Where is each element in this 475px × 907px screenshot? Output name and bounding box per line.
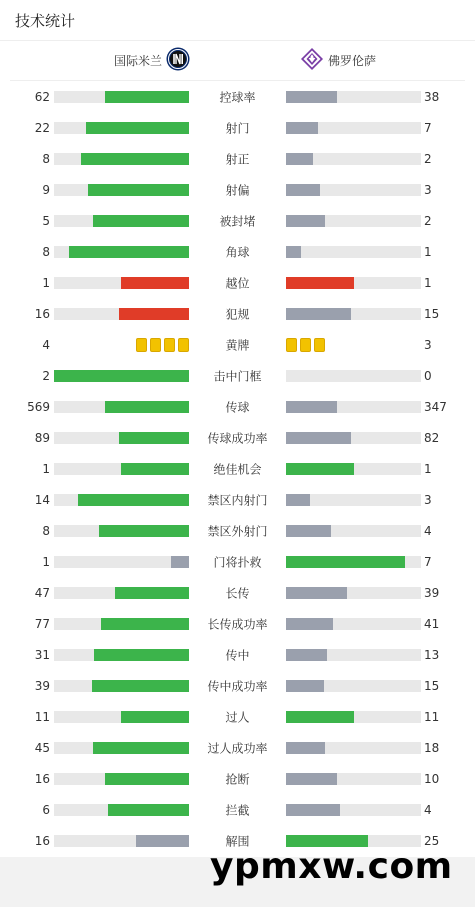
stats-list — [0, 81, 475, 856]
stat-row — [0, 112, 475, 143]
stat-label: 被封堵 — [219, 214, 256, 228]
home-value: 62 — [34, 89, 50, 104]
stat-row — [0, 174, 475, 205]
away-bar-track — [286, 804, 421, 816]
page-title: 技术统计 — [15, 11, 76, 30]
home-bar-track — [54, 370, 189, 382]
away-bar-track — [286, 680, 421, 692]
home-bar-fill — [121, 277, 189, 289]
home-bar-track — [54, 91, 189, 103]
away-bar-fill — [286, 804, 340, 816]
stat-label: 门将扑救 — [213, 555, 262, 569]
stat-label: 过人成功率 — [207, 741, 268, 755]
home-value: 16 — [34, 306, 50, 321]
away-bar-fill — [286, 401, 337, 413]
home-bar-track — [54, 122, 189, 134]
away-bar-fill — [286, 742, 325, 754]
home-value: 8 — [42, 151, 50, 166]
stat-row — [0, 81, 475, 112]
away-bar-fill — [286, 711, 354, 723]
away-value: 82 — [424, 430, 440, 445]
away-bar-fill — [286, 835, 368, 847]
away-bar-fill — [286, 556, 405, 568]
stat-label: 传球成功率 — [207, 431, 268, 445]
home-bar-track — [54, 711, 189, 723]
home-team-name: 国际米兰 — [113, 54, 162, 68]
stat-row — [0, 670, 475, 701]
yellow-card-icon — [178, 338, 189, 352]
yellow-card-icon — [286, 338, 297, 352]
home-bar-fill — [93, 215, 189, 227]
home-bar-track — [54, 587, 189, 599]
away-value: 15 — [424, 678, 440, 693]
yellow-card-icon — [300, 338, 311, 352]
away-bar-track — [286, 463, 421, 475]
home-value: 2 — [42, 368, 50, 383]
stat-label: 黄牌 — [225, 338, 250, 352]
yellow-card-icon — [314, 338, 325, 352]
home-bar-fill — [136, 835, 189, 847]
home-value: 45 — [34, 740, 50, 755]
home-bar-track — [54, 494, 189, 506]
away-bar-track — [286, 153, 421, 165]
home-value: 16 — [34, 771, 50, 786]
stat-label: 犯规 — [225, 307, 250, 321]
stat-row — [0, 484, 475, 515]
home-value: 31 — [34, 647, 50, 662]
stat-row — [0, 360, 475, 391]
home-bar-fill — [121, 711, 189, 723]
home-bar-track — [54, 277, 189, 289]
away-bar-fill — [286, 494, 310, 506]
home-bar-fill — [92, 680, 189, 692]
home-bar-fill — [105, 91, 189, 103]
away-bar-fill — [286, 525, 331, 537]
away-bar-track — [286, 525, 421, 537]
stat-row — [0, 236, 475, 267]
away-bar-track — [286, 773, 421, 785]
away-bar-track — [286, 556, 421, 568]
yellow-card-icon — [164, 338, 175, 352]
home-bar-fill — [119, 432, 189, 444]
home-bar-track — [54, 680, 189, 692]
home-bar-track — [54, 153, 189, 165]
away-value: 1 — [424, 275, 432, 290]
inter-logo-icon — [166, 47, 190, 75]
away-bar-track — [286, 494, 421, 506]
away-value: 39 — [424, 585, 440, 600]
home-value: 39 — [34, 678, 50, 693]
stat-row — [0, 701, 475, 732]
away-bar-track — [286, 215, 421, 227]
home-bar-fill — [108, 804, 189, 816]
home-value: 77 — [34, 616, 50, 631]
home-value: 1 — [42, 461, 50, 476]
away-value: 41 — [424, 616, 440, 631]
away-bar-track — [286, 122, 421, 134]
home-value: 9 — [42, 182, 50, 197]
home-bar-fill — [101, 618, 189, 630]
away-bar-fill — [286, 153, 313, 165]
stat-row — [0, 794, 475, 825]
away-bar-track — [286, 246, 421, 258]
home-bar-fill — [86, 122, 189, 134]
away-bar-fill — [286, 773, 337, 785]
away-value: 7 — [424, 554, 432, 569]
home-bar-track — [54, 432, 189, 444]
home-bar-track — [54, 246, 189, 258]
stat-label: 传中 — [225, 648, 250, 662]
home-bar-track — [54, 525, 189, 537]
home-bar-track — [54, 184, 189, 196]
stat-label: 击中门框 — [213, 369, 262, 383]
watermark: ypmxw.com — [210, 846, 453, 887]
home-bar-fill — [171, 556, 189, 568]
stat-row — [0, 329, 475, 360]
home-bar-fill — [88, 184, 189, 196]
away-bar-track — [286, 401, 421, 413]
home-value: 1 — [42, 554, 50, 569]
stat-label: 禁区内射门 — [207, 493, 268, 507]
away-bar-track — [286, 649, 421, 661]
away-bar-fill — [286, 246, 301, 258]
stat-label: 长传 — [225, 586, 250, 600]
away-bar-fill — [286, 215, 325, 227]
away-value: 2 — [424, 213, 432, 228]
home-bar-track — [54, 773, 189, 785]
away-bar-fill — [286, 618, 333, 630]
away-bar-track — [286, 835, 421, 847]
away-bar-fill — [286, 122, 318, 134]
stat-row — [0, 577, 475, 608]
home-bar-fill — [115, 587, 189, 599]
stat-label: 射偏 — [225, 183, 250, 197]
home-value: 11 — [34, 709, 50, 724]
away-value: 3 — [424, 182, 432, 197]
home-team[interactable] — [10, 47, 190, 75]
home-yellow-cards — [136, 338, 189, 352]
stat-label: 传球 — [225, 400, 250, 414]
away-bar-track — [286, 587, 421, 599]
stat-label: 过人 — [225, 710, 250, 724]
fiorentina-logo-icon — [300, 47, 324, 75]
away-bar-track — [286, 711, 421, 723]
home-value: 14 — [34, 492, 50, 507]
stat-row — [0, 143, 475, 174]
yellow-card-icon — [150, 338, 161, 352]
away-bar-fill — [286, 587, 347, 599]
home-bar-fill — [105, 773, 189, 785]
home-value: 1 — [42, 275, 50, 290]
stat-label: 传中成功率 — [207, 679, 268, 693]
home-value: 89 — [34, 430, 50, 445]
home-bar-fill — [121, 463, 189, 475]
away-value: 11 — [424, 709, 440, 724]
stat-row — [0, 639, 475, 670]
away-value: 347 — [424, 399, 447, 414]
away-team[interactable] — [300, 47, 376, 75]
away-value: 0 — [424, 368, 432, 383]
home-bar-fill — [105, 401, 189, 413]
away-value: 4 — [424, 802, 432, 817]
away-bar-track — [286, 370, 421, 382]
stat-label: 角球 — [225, 245, 250, 259]
away-value: 3 — [424, 492, 432, 507]
stat-row — [0, 298, 475, 329]
away-bar-track — [286, 432, 421, 444]
stat-label: 控球率 — [219, 90, 256, 104]
away-value: 7 — [424, 120, 432, 135]
stat-label: 拦截 — [225, 803, 250, 817]
home-bar-fill — [54, 370, 189, 382]
home-bar-track — [54, 556, 189, 568]
home-value: 8 — [42, 523, 50, 538]
away-value: 38 — [424, 89, 440, 104]
away-bar-fill — [286, 649, 327, 661]
home-bar-fill — [99, 525, 189, 537]
yellow-card-icon — [136, 338, 147, 352]
away-bar-fill — [286, 308, 351, 320]
away-yellow-cards — [286, 338, 325, 352]
teams-row — [10, 41, 465, 81]
away-value: 15 — [424, 306, 440, 321]
home-value: 569 — [27, 399, 50, 414]
away-bar-track — [286, 277, 421, 289]
away-bar-fill — [286, 463, 354, 475]
home-bar-track — [54, 742, 189, 754]
home-bar-fill — [78, 494, 189, 506]
header-bar — [0, 0, 475, 41]
away-bar-track — [286, 742, 421, 754]
home-bar-track — [54, 308, 189, 320]
away-value: 25 — [424, 833, 440, 848]
stat-row — [0, 608, 475, 639]
home-bar-track — [54, 401, 189, 413]
away-bar-track — [286, 184, 421, 196]
stat-row — [0, 732, 475, 763]
stat-row — [0, 267, 475, 298]
stat-row — [0, 515, 475, 546]
away-bar-fill — [286, 91, 337, 103]
home-value: 5 — [42, 213, 50, 228]
away-value: 13 — [424, 647, 440, 662]
stat-row — [0, 205, 475, 236]
stat-row — [0, 763, 475, 794]
stat-label: 长传成功率 — [207, 617, 268, 631]
home-bar-track — [54, 835, 189, 847]
stat-label: 绝佳机会 — [213, 462, 262, 476]
stat-label: 解围 — [225, 834, 250, 848]
home-bar-track — [54, 649, 189, 661]
stat-label: 抢断 — [225, 772, 250, 786]
away-bar-track — [286, 91, 421, 103]
away-bar-fill — [286, 680, 324, 692]
away-value: 1 — [424, 461, 432, 476]
away-value: 3 — [424, 337, 432, 352]
home-value: 6 — [42, 802, 50, 817]
stat-label: 越位 — [225, 276, 250, 290]
away-bar-track — [286, 308, 421, 320]
home-bar-fill — [69, 246, 189, 258]
home-value: 47 — [34, 585, 50, 600]
away-value: 1 — [424, 244, 432, 259]
stat-label: 射门 — [225, 121, 250, 135]
away-value: 4 — [424, 523, 432, 538]
away-value: 18 — [424, 740, 440, 755]
away-bar-track — [286, 618, 421, 630]
stat-row — [0, 546, 475, 577]
away-team-name: 佛罗伦萨 — [328, 54, 377, 68]
home-bar-fill — [93, 742, 189, 754]
away-bar-fill — [286, 277, 354, 289]
home-value: 4 — [42, 337, 50, 352]
home-bar-fill — [94, 649, 189, 661]
stat-label: 射正 — [225, 152, 250, 166]
home-bar-track — [54, 618, 189, 630]
stat-label: 禁区外射门 — [207, 524, 268, 538]
home-value: 16 — [34, 833, 50, 848]
home-value: 22 — [34, 120, 50, 135]
home-bar-track — [54, 215, 189, 227]
stat-row — [0, 453, 475, 484]
stat-row — [0, 391, 475, 422]
home-value: 8 — [42, 244, 50, 259]
away-bar-fill — [286, 432, 351, 444]
home-bar-fill — [81, 153, 189, 165]
home-bar-track — [54, 804, 189, 816]
stat-row — [0, 422, 475, 453]
home-bar-track — [54, 463, 189, 475]
away-bar-fill — [286, 184, 320, 196]
away-value: 10 — [424, 771, 440, 786]
home-bar-fill — [119, 308, 189, 320]
away-value: 2 — [424, 151, 432, 166]
